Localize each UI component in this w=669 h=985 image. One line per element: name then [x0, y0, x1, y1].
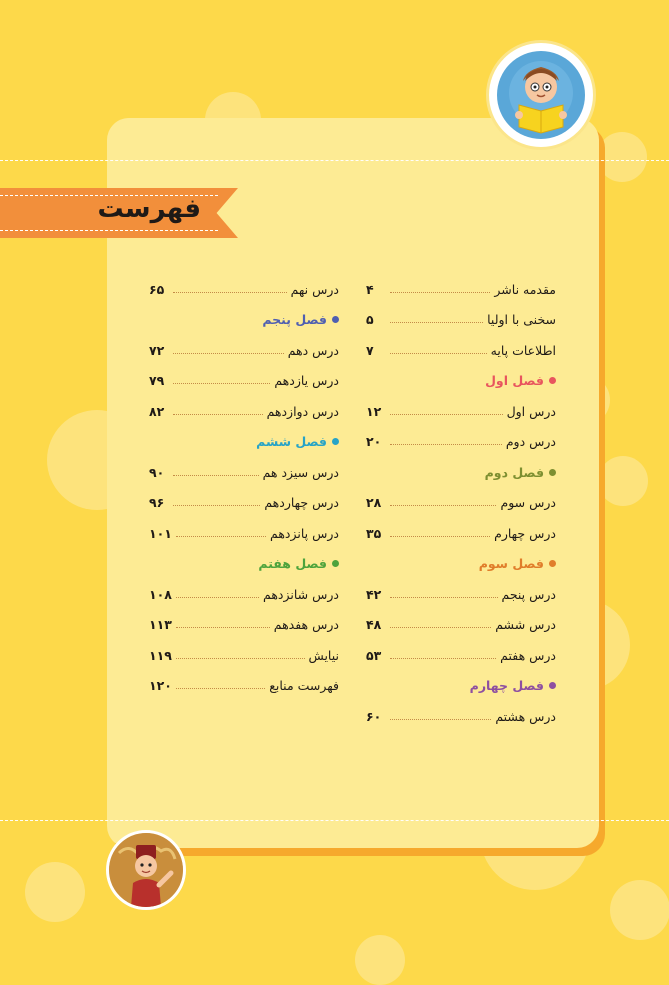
background-bubble [25, 862, 85, 922]
dotted-leader [176, 688, 265, 689]
chapter-label: فصل دوم [484, 464, 544, 480]
chapter-label: فصل اول [485, 373, 544, 389]
toc-entry-page-number: ۴۲ [366, 586, 382, 602]
dotted-leader [390, 597, 498, 598]
toc-entry[interactable] [149, 457, 339, 488]
toc-entry-title: درس هفدهم [273, 617, 339, 633]
toc-entry-page-number: ۹۶ [149, 495, 165, 511]
toc-entry-page-number: ۶۰ [366, 708, 382, 724]
toc-entry-page-number: ۷۲ [149, 342, 165, 358]
toc-entry-page-number: ۲۸ [366, 495, 382, 511]
toc-entry-title: درس دوم [505, 434, 556, 450]
dotted-leader [390, 536, 490, 537]
dotted-leader [176, 658, 305, 659]
dotted-leader [173, 353, 284, 354]
toc-column-right [366, 274, 556, 732]
chapter-label: فصل هفتم [258, 556, 327, 572]
toc-entry[interactable] [366, 610, 556, 641]
dotted-leader [176, 536, 266, 537]
chapter-heading [366, 366, 556, 397]
bullet-dot-icon [549, 377, 556, 384]
toc-entry-title: درس پانزدهم [270, 525, 339, 541]
toc-entry[interactable] [149, 396, 339, 427]
toc-entry-title: مقدمه ناشر [494, 281, 556, 297]
toc-entry-page-number: ۴ [366, 281, 374, 297]
toc-entry-title: درس پنجم [501, 586, 556, 602]
toc-entry[interactable] [149, 335, 339, 366]
toc-entry[interactable] [149, 366, 339, 397]
toc-entry-title: درس هفتم [500, 647, 556, 663]
chapter-heading [366, 457, 556, 488]
chapter-label: فصل ششم [256, 434, 327, 450]
toc-entry[interactable] [366, 396, 556, 427]
chapter-heading [366, 671, 556, 702]
dotted-leader [390, 505, 496, 506]
dotted-leader [176, 627, 270, 628]
toc-column-left [149, 274, 339, 701]
toc-entry[interactable] [149, 579, 339, 610]
toc-entry[interactable] [366, 274, 556, 305]
toc-entry-title: سخنی با اولیا [487, 312, 556, 328]
chapter-heading [149, 427, 339, 458]
toc-entry-title: درس شانزدهم [263, 586, 339, 602]
dotted-leader [173, 383, 270, 384]
toc-entry[interactable] [149, 488, 339, 519]
toc-entry[interactable] [149, 518, 339, 549]
toc-entry-page-number: ۸۲ [149, 403, 165, 419]
dotted-leader [390, 292, 490, 293]
background-bubble [610, 880, 669, 940]
boy-with-fez-avatar-icon [106, 830, 186, 910]
dotted-leader [390, 414, 503, 415]
toc-entry[interactable] [366, 579, 556, 610]
toc-entry-title: درس نهم [290, 281, 339, 297]
toc-entry-page-number: ۱۱۹ [149, 647, 172, 663]
dotted-leader [176, 597, 259, 598]
toc-entry-page-number: ۱۲ [366, 403, 382, 419]
toc-entry-page-number: ۱۰۱ [149, 525, 172, 541]
dotted-leader [390, 322, 483, 323]
dotted-leader [173, 292, 287, 293]
dashed-divider-bottom [0, 820, 669, 821]
bullet-dot-icon [549, 682, 556, 689]
boy-reading-avatar-icon [486, 40, 596, 150]
toc-entry-page-number: ۶۵ [149, 281, 165, 297]
toc-entry[interactable] [366, 427, 556, 458]
toc-entry-page-number: ۳۵ [366, 525, 382, 541]
dashed-divider-top [0, 160, 669, 161]
toc-entry-title: درس ششم [495, 617, 556, 633]
toc-entry-page-number: ۹۰ [149, 464, 165, 480]
chapter-label: فصل چهارم [469, 678, 544, 694]
toc-entry-page-number: ۵ [366, 312, 374, 328]
chapter-label: فصل سوم [478, 556, 544, 572]
toc-entry[interactable] [149, 274, 339, 305]
toc-entry[interactable] [366, 335, 556, 366]
toc-entry-page-number: ۷۹ [149, 373, 165, 389]
toc-entry-page-number: ۲۰ [366, 434, 382, 450]
toc-entry-title: درس یازدهم [274, 373, 339, 389]
toc-entry-page-number: ۱۱۳ [149, 617, 172, 633]
toc-entry[interactable] [366, 701, 556, 732]
toc-entry-page-number: ۷ [366, 342, 374, 358]
bullet-dot-icon [332, 438, 339, 445]
toc-entry[interactable] [366, 518, 556, 549]
toc-entry[interactable] [366, 488, 556, 519]
chapter-heading [149, 549, 339, 580]
toc-entry-page-number: ۵۳ [366, 647, 382, 663]
background-bubble [598, 456, 648, 506]
dotted-leader [173, 505, 260, 506]
toc-entry-page-number: ۱۲۰ [149, 678, 172, 694]
page-title: فهرست [97, 194, 201, 224]
toc-entry[interactable] [149, 610, 339, 641]
dotted-leader [390, 658, 496, 659]
chapter-label: فصل پنجم [262, 312, 327, 328]
toc-entry-title: درس هشتم [495, 708, 556, 724]
chapter-heading [366, 549, 556, 580]
toc-entry-page-number: ۴۸ [366, 617, 382, 633]
toc-entry-title: نیایش [308, 647, 339, 663]
toc-entry[interactable] [149, 640, 339, 671]
toc-entry-title: اطلاعات پایه [490, 342, 556, 358]
bullet-dot-icon [332, 560, 339, 567]
dotted-leader [390, 353, 487, 354]
toc-entry-title: درس سیزد هم [262, 464, 339, 480]
toc-entry-title: درس دوازدهم [266, 403, 339, 419]
toc-entry-title: درس دهم [287, 342, 339, 358]
background-bubble [355, 935, 405, 985]
toc-entry-title: فهرست منابع [269, 678, 339, 694]
dotted-leader [173, 475, 259, 476]
dotted-leader [390, 444, 502, 445]
dotted-leader [390, 627, 491, 628]
chapter-heading [149, 305, 339, 336]
background-bubble [597, 132, 647, 182]
toc-entry-title: درس چهارم [494, 525, 556, 541]
toc-entry[interactable] [149, 671, 339, 702]
toc-entry-title: درس اول [506, 403, 556, 419]
toc-entry-page-number: ۱۰۸ [149, 586, 172, 602]
bullet-dot-icon [549, 560, 556, 567]
toc-entry-title: درس چهاردهم [264, 495, 339, 511]
dotted-leader [173, 414, 263, 415]
toc-entry-title: درس سوم [500, 495, 556, 511]
bullet-dot-icon [332, 316, 339, 323]
toc-entry[interactable] [366, 640, 556, 671]
bullet-dot-icon [549, 469, 556, 476]
dotted-leader [390, 719, 491, 720]
toc-entry[interactable] [366, 305, 556, 336]
